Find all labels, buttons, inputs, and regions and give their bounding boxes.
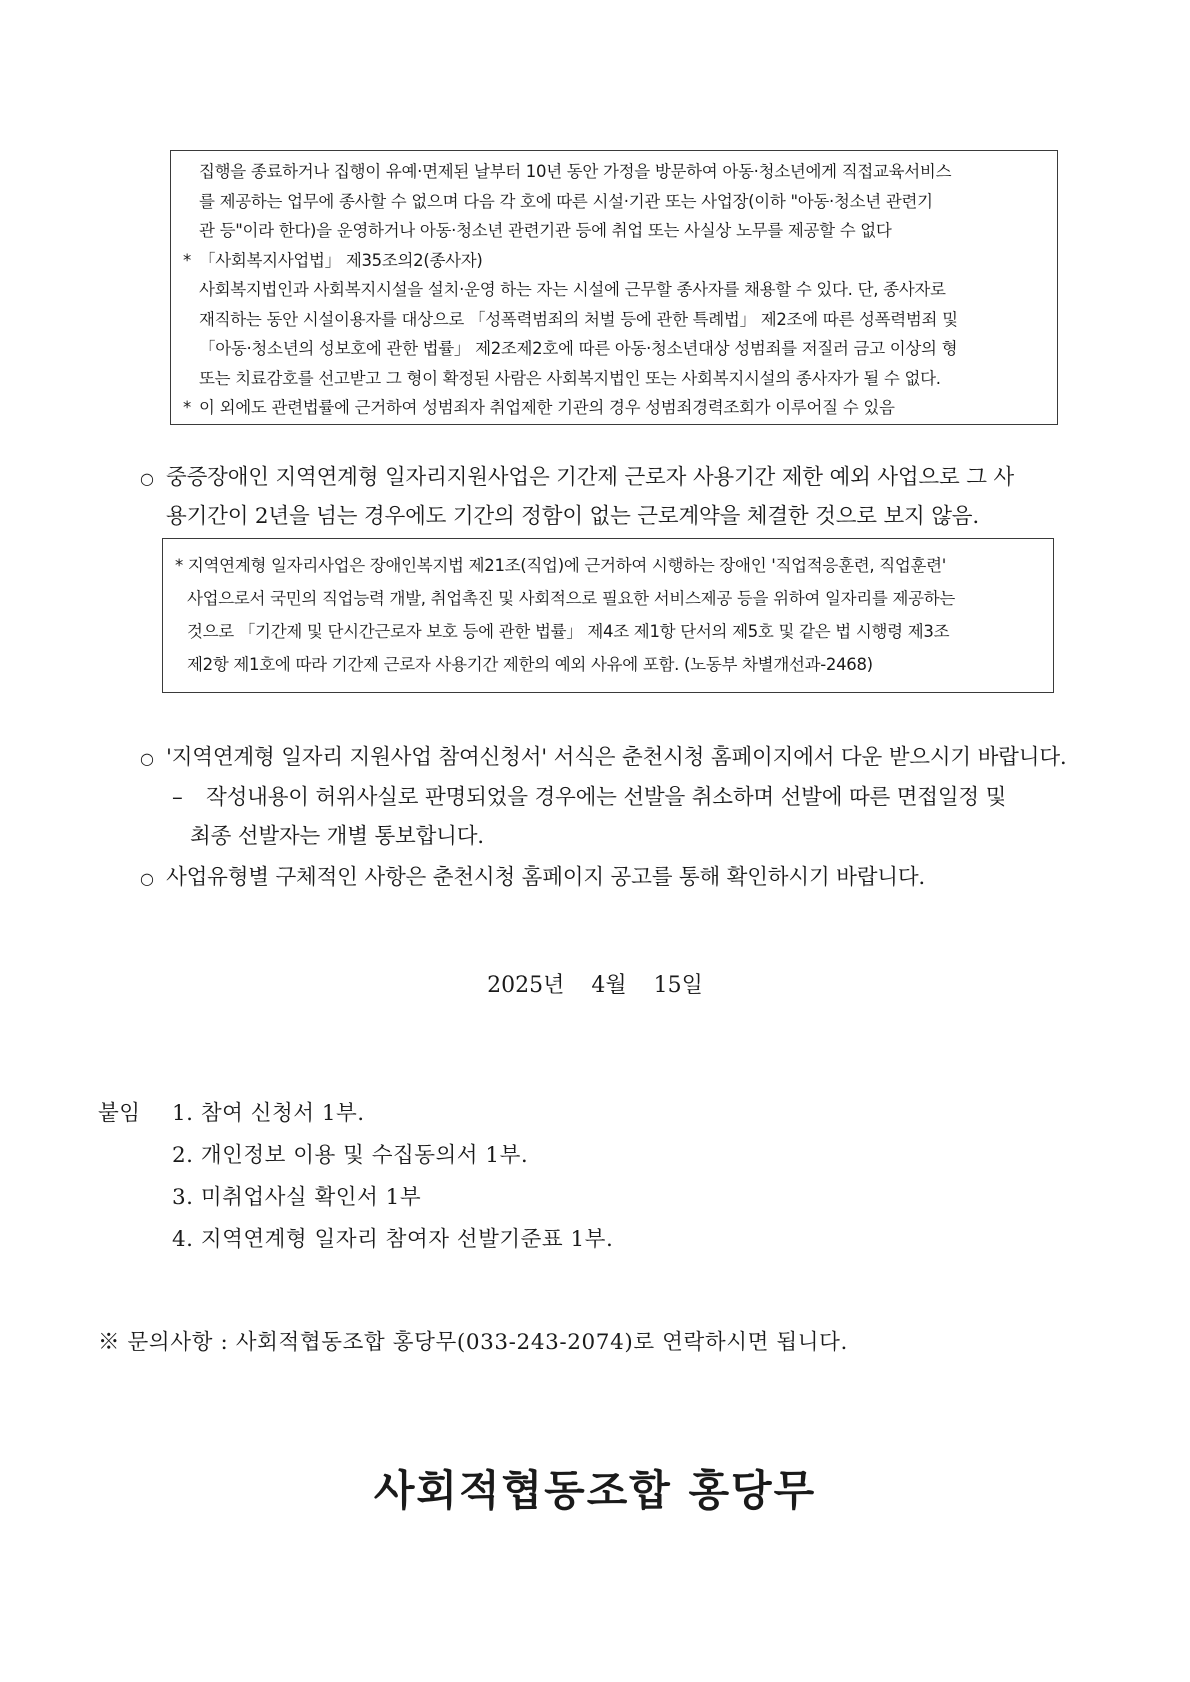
- box1-note: 이 외에도 관련법률에 근거하여 성범죄자 취업제한 기관의 경우 성범죄경력조회가 이루어질 수 있음: [199, 398, 895, 417]
- paragraph-3-line-1: [140, 860, 925, 891]
- box2-text-1: 지역연계형 일자리사업은 장애인복지법 제21조(직업)에 근거하여 시행하는 장애인 '직업적응훈련, 직업훈련': [187, 556, 947, 575]
- bullet-circle: ○: [140, 869, 154, 888]
- paragraph-2-line-1: [140, 740, 1067, 771]
- box2-line-2: 사업으로서 국민의 직업능력 개발, 취업촉진 및 사회적으로 필요한 서비스제공 등을 위하여 일자리를 제공하는: [187, 589, 956, 608]
- box1-line-6: 재직하는 동안 시설이용자를 대상으로 「성폭력범죄의 처벌 등에 관한 특례법」 제2조에 따른 성폭력범죄 및: [199, 309, 958, 329]
- box1-line-1: 집행을 종료하거나 집행이 유예·면제된 날부터 10년 동안 가정을 방문하여 아동·청소년에게 직접교육서비스: [199, 162, 952, 181]
- box1-line-2: 를 제공하는 업무에 종사할 수 없으며 다음 각 호에 따른 시설·기관 또는 사업장(이하 "아동·청소년 관련기: [199, 191, 933, 211]
- bullet-circle: ○: [140, 469, 154, 488]
- legal-notice-box-1: [170, 150, 1058, 425]
- paragraph-1-text-1: 중증장애인 지역연계형 일자리지원사업은 기간제 근로자 사용기간 제한 예외 사업으로 그 사: [166, 465, 1014, 490]
- attachment-item-1: 1. 참여 신청서 1부.: [172, 1101, 365, 1126]
- attachment-item-3: 3. 미취업사실 확인서 1부: [172, 1185, 422, 1210]
- box1-line-4: [183, 246, 1045, 276]
- asterisk-mark: *: [183, 250, 191, 270]
- asterisk-mark: *: [175, 556, 183, 575]
- organization-name: 사회적협동조합 홍당무: [373, 1466, 817, 1515]
- attachment-item-2: 2. 개인정보 이용 및 수집동의서 1부.: [172, 1143, 529, 1168]
- bullet-circle: ○: [140, 749, 154, 768]
- paragraph-2-text-1: '지역연계형 일자리 지원사업 참여신청서' 서식은 춘천시청 홈페이지에서 다운 받으시기 바랍니다.: [166, 745, 1067, 770]
- box1-line-8: 또는 치료감호를 선고받고 그 형이 확정된 사람은 사회복지법인 또는 사회복지시설의 종사자가 될 수 없다.: [199, 368, 941, 388]
- paragraph-3-text-1: 사업유형별 구체적인 사항은 춘천시청 홈페이지 공고를 통해 확인하시기 바랍니다.: [166, 865, 926, 890]
- law-title-social-welfare: 「사회복지사업법」 제35조의2(종사자): [199, 250, 483, 270]
- box1-line-7: 「아동·청소년의 성보호에 관한 법률」 제2조제2호에 따른 아동·청소년대상 성범죄를 저질러 금고 이상의 형: [199, 339, 958, 358]
- box2-line-4: 제2항 제1호에 따라 기간제 근로자 사용기간 제한의 예외 사유에 포함. (노동부 차별개선과-2468): [187, 655, 873, 674]
- paragraph-1-line-2: 용기간이 2년을 넘는 경우에도 기간의 정함이 없는 근로계약을 체결한 것으로 보지 않음.: [166, 504, 980, 529]
- box1-line-9: [183, 393, 1045, 423]
- asterisk-mark: *: [183, 398, 191, 417]
- legal-notice-box-2: [162, 538, 1054, 693]
- paragraph-2-line-2: [172, 780, 1006, 811]
- document-date: 2025년 4월 15일: [487, 973, 703, 998]
- box2-line-1: [175, 549, 1041, 582]
- contact-info: ※ 문의사항 : 사회적협동조합 홍당무(033-243-2074)로 연락하시면 됩니다.: [98, 1330, 848, 1355]
- paragraph-2-line-3: 최종 선발자는 개별 통보합니다.: [190, 824, 484, 849]
- box1-line-3: 관 등"이라 한다)을 운영하거나 아동·청소년 관련기관 등에 취업 또는 사실상 노무를 제공할 수 없다: [199, 221, 892, 240]
- paragraph-2-text-2: 작성내용이 허위사실로 판명되었을 경우에는 선발을 취소하며 선발에 따른 면접일정 및: [206, 785, 1007, 810]
- box1-line-5: 사회복지법인과 사회복지시설을 설치·운영 하는 자는 시설에 근무할 종사자를 채용할 수 있다. 단, 종사자로: [199, 280, 946, 299]
- attachment-item-4: 4. 지역연계형 일자리 참여자 선발기준표 1부.: [172, 1227, 614, 1252]
- dash-mark: –: [172, 785, 183, 810]
- paragraph-1-line-1: [140, 460, 1014, 491]
- box2-line-3: 것으로 「기간제 및 단시간근로자 보호 등에 관한 법률」 제4조 제1항 단서의 제5호 및 같은 법 시행령 제3조: [187, 622, 950, 641]
- attachments-label: 붙임: [98, 1101, 141, 1126]
